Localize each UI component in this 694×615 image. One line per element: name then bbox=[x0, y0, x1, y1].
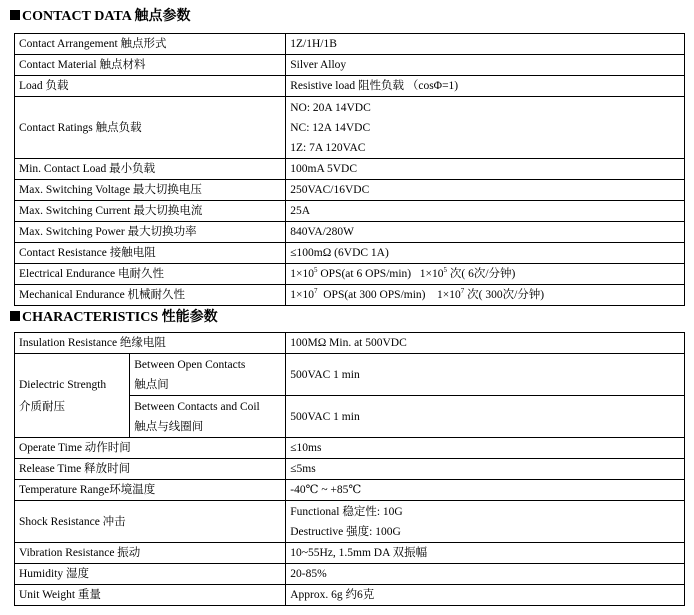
dielectric-sub-label: Between Contacts and Coil 触点与线圈间 bbox=[130, 396, 286, 438]
contact-data-table bbox=[14, 33, 685, 306]
row-value-multi bbox=[286, 501, 685, 543]
row-value: ≤5ms bbox=[286, 459, 685, 480]
row-label: Operate Time 动作时间 bbox=[15, 438, 286, 459]
row-value: 25A bbox=[286, 201, 685, 222]
row-value: 20-85% bbox=[286, 564, 685, 585]
rating-no: NO: 20A 14VDC bbox=[290, 101, 371, 114]
row-label: Release Time 释放时间 bbox=[15, 459, 286, 480]
table-row bbox=[15, 333, 685, 354]
row-label: Contact Ratings 触点负载 bbox=[15, 97, 286, 159]
characteristics-table bbox=[14, 332, 685, 606]
row-value-multi bbox=[286, 97, 685, 159]
row-label: Unit Weight 重量 bbox=[15, 585, 286, 606]
row-label: Contact Material 触点材料 bbox=[15, 55, 286, 76]
table-row bbox=[15, 564, 685, 585]
rating-nc: NC: 12A 14VDC bbox=[290, 121, 371, 134]
characteristics-title: CHARACTERISTICS 性能参数 bbox=[10, 310, 218, 326]
table-row bbox=[15, 480, 685, 501]
row-label: Electrical Endurance 电耐久性 bbox=[15, 264, 286, 285]
shock-destructive: Destructive 强度: 100G bbox=[290, 525, 401, 538]
row-value: Approx. 6g 约6克 bbox=[286, 585, 685, 606]
dielectric-sub-label: Between Open Contacts 触点间 bbox=[130, 354, 286, 396]
dielectric-label: Dielectric Strength 介质耐压 bbox=[15, 354, 130, 438]
table-row bbox=[15, 34, 685, 55]
table-row bbox=[15, 243, 685, 264]
table-row bbox=[15, 459, 685, 480]
table-row bbox=[15, 285, 685, 306]
table-row bbox=[15, 201, 685, 222]
row-value: -40℃ ~ +85℃ bbox=[286, 480, 685, 501]
row-label: Contact Resistance 接触电阻 bbox=[15, 243, 286, 264]
table-row bbox=[15, 543, 685, 564]
row-value: 840VA/280W bbox=[286, 222, 685, 243]
table-row bbox=[15, 222, 685, 243]
table-row bbox=[15, 97, 685, 159]
row-label: Vibration Resistance 振动 bbox=[15, 543, 286, 564]
square-bullet-icon bbox=[10, 10, 20, 20]
table-row bbox=[15, 501, 685, 543]
row-label: Insulation Resistance 绝缘电阻 bbox=[15, 333, 286, 354]
row-label: Max. Switching Current 最大切换电流 bbox=[15, 201, 286, 222]
rating-1z: 1Z: 7A 120VAC bbox=[290, 141, 366, 154]
row-label: Shock Resistance 冲击 bbox=[15, 501, 286, 543]
row-value: 1Z/1H/1B bbox=[286, 34, 685, 55]
table-row bbox=[15, 55, 685, 76]
row-label: Max. Switching Voltage 最大切换电压 bbox=[15, 180, 286, 201]
row-label: Min. Contact Load 最小负载 bbox=[15, 159, 286, 180]
table-row bbox=[15, 585, 685, 606]
row-value: 10~55Hz, 1.5mm DA 双振幅 bbox=[286, 543, 685, 564]
row-label: Temperature Range环境温度 bbox=[15, 480, 286, 501]
contact-data-title: CONTACT DATA 触点参数 bbox=[10, 9, 191, 25]
row-value: Resistive load 阻性负载 （cosΦ=1) bbox=[286, 76, 685, 97]
shock-functional: Functional 稳定性: 10G bbox=[290, 505, 403, 518]
square-bullet-icon bbox=[10, 311, 20, 321]
table-row bbox=[15, 76, 685, 97]
row-label: Max. Switching Power 最大切换功率 bbox=[15, 222, 286, 243]
row-value: 100mA 5VDC bbox=[286, 159, 685, 180]
row-value: ≤100mΩ (6VDC 1A) bbox=[286, 243, 685, 264]
table-row bbox=[15, 264, 685, 285]
row-value: 100MΩ Min. at 500VDC bbox=[286, 333, 685, 354]
row-value: Silver Alloy bbox=[286, 55, 685, 76]
row-value: 250VAC/16VDC bbox=[286, 180, 685, 201]
row-value: $1\times 10^5$ OPS(at 6 OPS/min) $1\times 10^5$ 次( 6次/分钟) bbox=[286, 264, 685, 285]
row-value: 500VAC 1 min bbox=[286, 354, 685, 396]
row-value: ≤10ms bbox=[286, 438, 685, 459]
row-value: 500VAC 1 min bbox=[286, 396, 685, 438]
row-label: Contact Arrangement 触点形式 bbox=[15, 34, 286, 55]
table-row bbox=[15, 438, 685, 459]
table-row bbox=[15, 180, 685, 201]
row-label: Load 负载 bbox=[15, 76, 286, 97]
row-label: Humidity 湿度 bbox=[15, 564, 286, 585]
table-row bbox=[15, 159, 685, 180]
row-label: Mechanical Endurance 机械耐久性 bbox=[15, 285, 286, 306]
row-value: $1\times 10^7$ OPS(at 300 OPS/min) $1\times 10^7$ 次( 300次/分钟) bbox=[286, 285, 685, 306]
table-row bbox=[15, 354, 685, 396]
